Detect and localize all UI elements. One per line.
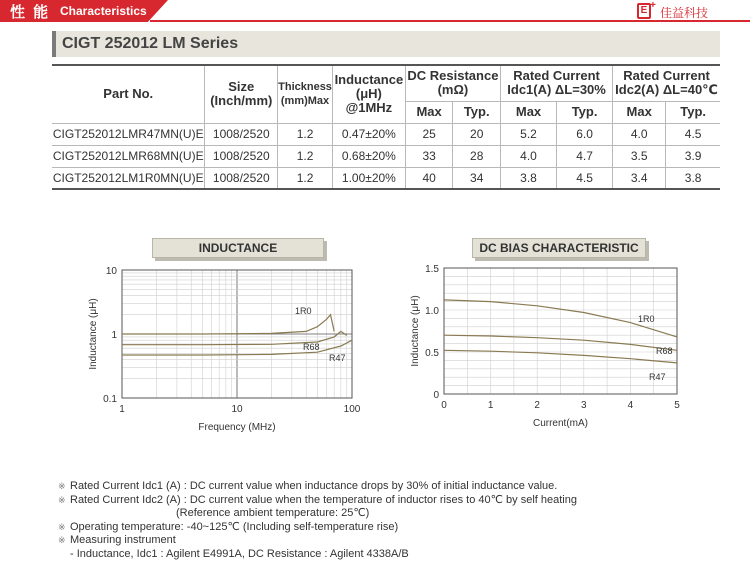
series-label-1r0: 1R0 bbox=[638, 314, 655, 324]
chart-inductance bbox=[80, 262, 380, 437]
series-title-bar bbox=[52, 31, 720, 57]
y-axis-label: Inductance (μH) bbox=[88, 298, 99, 370]
x-tick-label: 5 bbox=[674, 400, 680, 411]
series-label-r68: R68 bbox=[303, 342, 320, 352]
x-tick-label: 4 bbox=[627, 400, 634, 411]
th-thickness-label: Thickness bbox=[278, 81, 332, 94]
cell-dcr-typ: 34 bbox=[453, 167, 501, 189]
chart-inductance-title: INDUCTANCE bbox=[152, 238, 324, 258]
note-measure-detail: - Inductance, Idc1 : Agilent E4991A, DC Resistance : Agilent 4338A/B bbox=[70, 547, 409, 560]
cell-idc2-typ: 3.8 bbox=[666, 167, 720, 189]
y-tick-label: 1.0 bbox=[425, 306, 439, 317]
cell-idc1-max: 3.8 bbox=[501, 167, 557, 189]
note-idc2-text: Rated Current Idc2 (A) : DC current value when the temperature of inductor rises to 40℃ by self heating bbox=[70, 493, 577, 506]
brand-logo-icon: E bbox=[637, 3, 651, 19]
y-tick-label: 10 bbox=[105, 266, 117, 277]
x-tick-label: 10 bbox=[231, 404, 243, 415]
series-line-1r0 bbox=[122, 315, 334, 334]
note-marker: ※ bbox=[58, 535, 66, 545]
th-part-no: Part No. bbox=[52, 65, 205, 123]
cell-inductance: 0.68±20% bbox=[332, 145, 405, 167]
cell-size: 1008/2520 bbox=[205, 145, 278, 167]
cell-part: CIGT252012LMR47MN(U)E bbox=[52, 123, 205, 145]
y-tick-label: 1 bbox=[111, 330, 117, 341]
header-title-cn: 性 能 bbox=[10, 4, 51, 21]
th-idc2-label: Rated Current bbox=[623, 68, 710, 84]
x-tick-label: 2 bbox=[534, 400, 540, 411]
th-idc1-max: Max bbox=[501, 101, 557, 123]
th-size-label: Size bbox=[228, 79, 255, 95]
table-row bbox=[52, 145, 720, 167]
th-thickness-unit: (mm)Max bbox=[280, 95, 330, 108]
cell-thickness: 1.2 bbox=[278, 167, 333, 189]
th-inductance-unit: (μH) bbox=[355, 86, 382, 102]
th-idc1 bbox=[501, 65, 613, 101]
th-inductance-freq: @1MHz bbox=[345, 100, 393, 116]
th-idc2-max: Max bbox=[613, 101, 666, 123]
note-marker: ※ bbox=[58, 521, 66, 532]
th-idc1-label: Rated Current bbox=[513, 68, 600, 84]
x-tick-label: 1 bbox=[119, 404, 125, 415]
cell-idc2-max: 3.5 bbox=[613, 145, 666, 167]
cell-idc2-typ: 4.5 bbox=[666, 123, 720, 145]
cell-idc1-typ: 6.0 bbox=[557, 123, 613, 145]
cell-inductance: 0.47±20% bbox=[332, 123, 405, 145]
cell-dcr-typ: 20 bbox=[453, 123, 501, 145]
x-tick-label: 100 bbox=[343, 404, 361, 415]
th-idc2 bbox=[613, 65, 720, 101]
note-idc1 bbox=[58, 480, 577, 494]
note-idc1-text: Rated Current Idc1 (A) : DC current value when inductance drops by 30% of initial inductance value. bbox=[70, 480, 558, 492]
th-idc2-sub: Idc2(A) ΔL=40℃ bbox=[615, 82, 718, 98]
brand-name: 佳益科技 bbox=[660, 6, 709, 20]
cell-dcr-typ: 28 bbox=[453, 145, 501, 167]
chart-dcbias bbox=[402, 262, 702, 437]
table-row bbox=[52, 167, 720, 189]
note-idc2-ref: (Reference ambient temperature: 25℃) bbox=[176, 507, 370, 519]
cell-idc2-max: 4.0 bbox=[613, 123, 666, 145]
cell-size: 1008/2520 bbox=[205, 167, 278, 189]
th-dcr-label: DC Resistance bbox=[407, 68, 499, 84]
cell-part: CIGT252012LM1R0MN(U)E bbox=[52, 167, 205, 189]
brand-logo-plus: + bbox=[650, 0, 656, 11]
th-dcr-max: Max bbox=[405, 101, 453, 123]
note-temp bbox=[58, 521, 577, 535]
th-size bbox=[205, 65, 278, 123]
th-size-unit: (Inch/mm) bbox=[210, 93, 273, 109]
note-temp-text: Operating temperature: -40~125℃ (Including self-temperature rise) bbox=[70, 520, 399, 533]
spec-table bbox=[52, 64, 720, 190]
cell-thickness: 1.2 bbox=[278, 123, 333, 145]
series-title-accent bbox=[52, 31, 56, 57]
series-label-r47: R47 bbox=[649, 372, 666, 382]
notes bbox=[58, 480, 577, 561]
th-thickness bbox=[278, 65, 333, 123]
series-label-1r0: 1R0 bbox=[295, 306, 312, 316]
x-axis-label: Current(mA) bbox=[532, 418, 589, 429]
cell-idc1-max: 4.0 bbox=[501, 145, 557, 167]
series-title: CIGT 252012 LM Series bbox=[62, 35, 239, 52]
th-inductance-label: Inductance bbox=[334, 72, 404, 88]
x-tick-label: 3 bbox=[581, 400, 587, 411]
cell-dcr-max: 25 bbox=[405, 123, 453, 145]
y-tick-label: 0.1 bbox=[103, 394, 117, 405]
page-header bbox=[0, 0, 750, 26]
chart-dcbias-title: DC BIAS CHARACTERISTIC bbox=[472, 238, 646, 258]
note-measure-text: Measuring instrument bbox=[70, 534, 176, 546]
th-idc1-typ: Typ. bbox=[557, 101, 613, 123]
cell-part: CIGT252012LMR68MN(U)E bbox=[52, 145, 205, 167]
cell-idc1-max: 5.2 bbox=[501, 123, 557, 145]
th-inductance bbox=[332, 65, 405, 123]
cell-idc2-typ: 3.9 bbox=[666, 145, 720, 167]
x-axis-label: Frequency (MHz) bbox=[198, 422, 276, 433]
series-label-r68: R68 bbox=[656, 346, 673, 356]
cell-dcr-max: 40 bbox=[405, 167, 453, 189]
cell-idc1-typ: 4.7 bbox=[557, 145, 613, 167]
cell-dcr-max: 33 bbox=[405, 145, 453, 167]
x-tick-label: 0 bbox=[441, 400, 447, 411]
x-tick-label: 1 bbox=[487, 400, 494, 411]
table-row bbox=[52, 123, 720, 145]
header-title-en: Characteristics bbox=[60, 4, 147, 18]
note-marker: ※ bbox=[58, 494, 66, 505]
cell-idc1-typ: 4.5 bbox=[557, 167, 613, 189]
note-measure bbox=[58, 534, 577, 548]
cell-thickness: 1.2 bbox=[278, 145, 333, 167]
cell-idc2-max: 3.4 bbox=[613, 167, 666, 189]
series-label-r47: R47 bbox=[329, 353, 346, 363]
note-marker: ※ bbox=[58, 481, 66, 491]
y-axis-label: Inductance (μH) bbox=[410, 295, 421, 367]
y-tick-label: 1.5 bbox=[425, 264, 439, 275]
cell-inductance: 1.00±20% bbox=[332, 167, 405, 189]
note-idc2 bbox=[58, 494, 577, 508]
th-idc1-sub: Idc1(A) ΔL=30% bbox=[507, 82, 606, 98]
y-tick-label: 0.5 bbox=[425, 348, 439, 359]
cell-size: 1008/2520 bbox=[205, 123, 278, 145]
th-dcr-typ: Typ. bbox=[453, 101, 501, 123]
th-dcr-unit: (mΩ) bbox=[437, 82, 469, 98]
th-dcr bbox=[405, 65, 500, 101]
th-idc2-typ: Typ. bbox=[666, 101, 720, 123]
y-tick-label: 0 bbox=[433, 390, 439, 401]
